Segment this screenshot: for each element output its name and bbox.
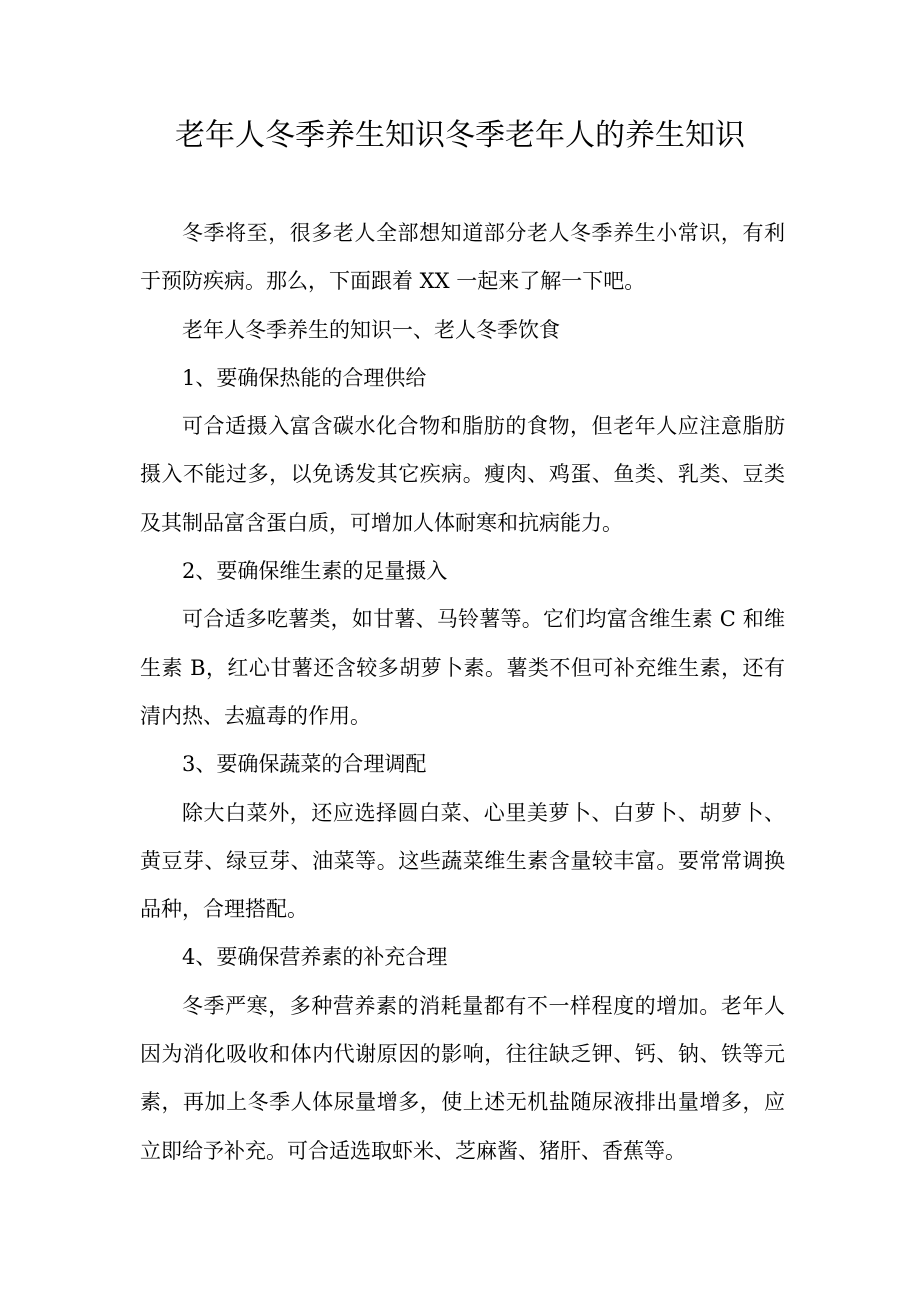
section-heading: 老年人冬季养生的知识一、老人冬季饮食 bbox=[182, 317, 560, 342]
subheading-2: 2、要确保维生素的足量摄入 bbox=[182, 559, 448, 584]
body-paragraph: 可合适多吃薯类，如甘薯、马铃薯等。它们均富含维生素 C 和维生素 B，红心甘薯还含较多胡萝卜素。薯类不但可补充维生素，还有清内热、去瘟毒的作用。 bbox=[140, 607, 785, 728]
body-paragraph: 冬季严寒，多种营养素的消耗量都有不一样程度的增加。老年人因为消化吸收和体内代谢原因的影响，往往缺乏钾、钙、钠、铁等元素，再加上冬季人体尿量增多，使上述无机盐随尿液排出量增多，应立即给予补充。可合适选取虾米、芝麻酱、猪肝、香蕉等。 bbox=[140, 993, 785, 1163]
subheading-4: 4、要确保营养素的补充合理 bbox=[182, 945, 448, 970]
intro-paragraph: 冬季将至，很多老人全部想知道部分老人冬季养生小常识，有利于预防疾病。那么，下面跟着 XX 一起来了解一下吧。 bbox=[140, 221, 785, 294]
body-paragraph: 除大白菜外，还应选择圆白菜、心里美萝卜、白萝卜、胡萝卜、黄豆芽、绿豆芽、油菜等。这些蔬菜维生素含量较丰富。要常常调换品种，合理搭配。 bbox=[140, 800, 785, 922]
document-title: 老年人冬季养生知识冬季老年人的养生知识 bbox=[175, 118, 745, 153]
document-body bbox=[140, 209, 785, 1175]
body-paragraph: 可合适摄入富含碳水化合物和脂肪的食物，但老年人应注意脂肪摄入不能过多，以免诱发其它疾病。瘦肉、鸡蛋、鱼类、乳类、豆类及其制品富含蛋白质，可增加人体耐寒和抗病能力。 bbox=[140, 414, 785, 535]
subheading-1: 1、要确保热能的合理供给 bbox=[182, 365, 427, 390]
subheading-3: 3、要确保蔬菜的合理调配 bbox=[182, 752, 427, 777]
